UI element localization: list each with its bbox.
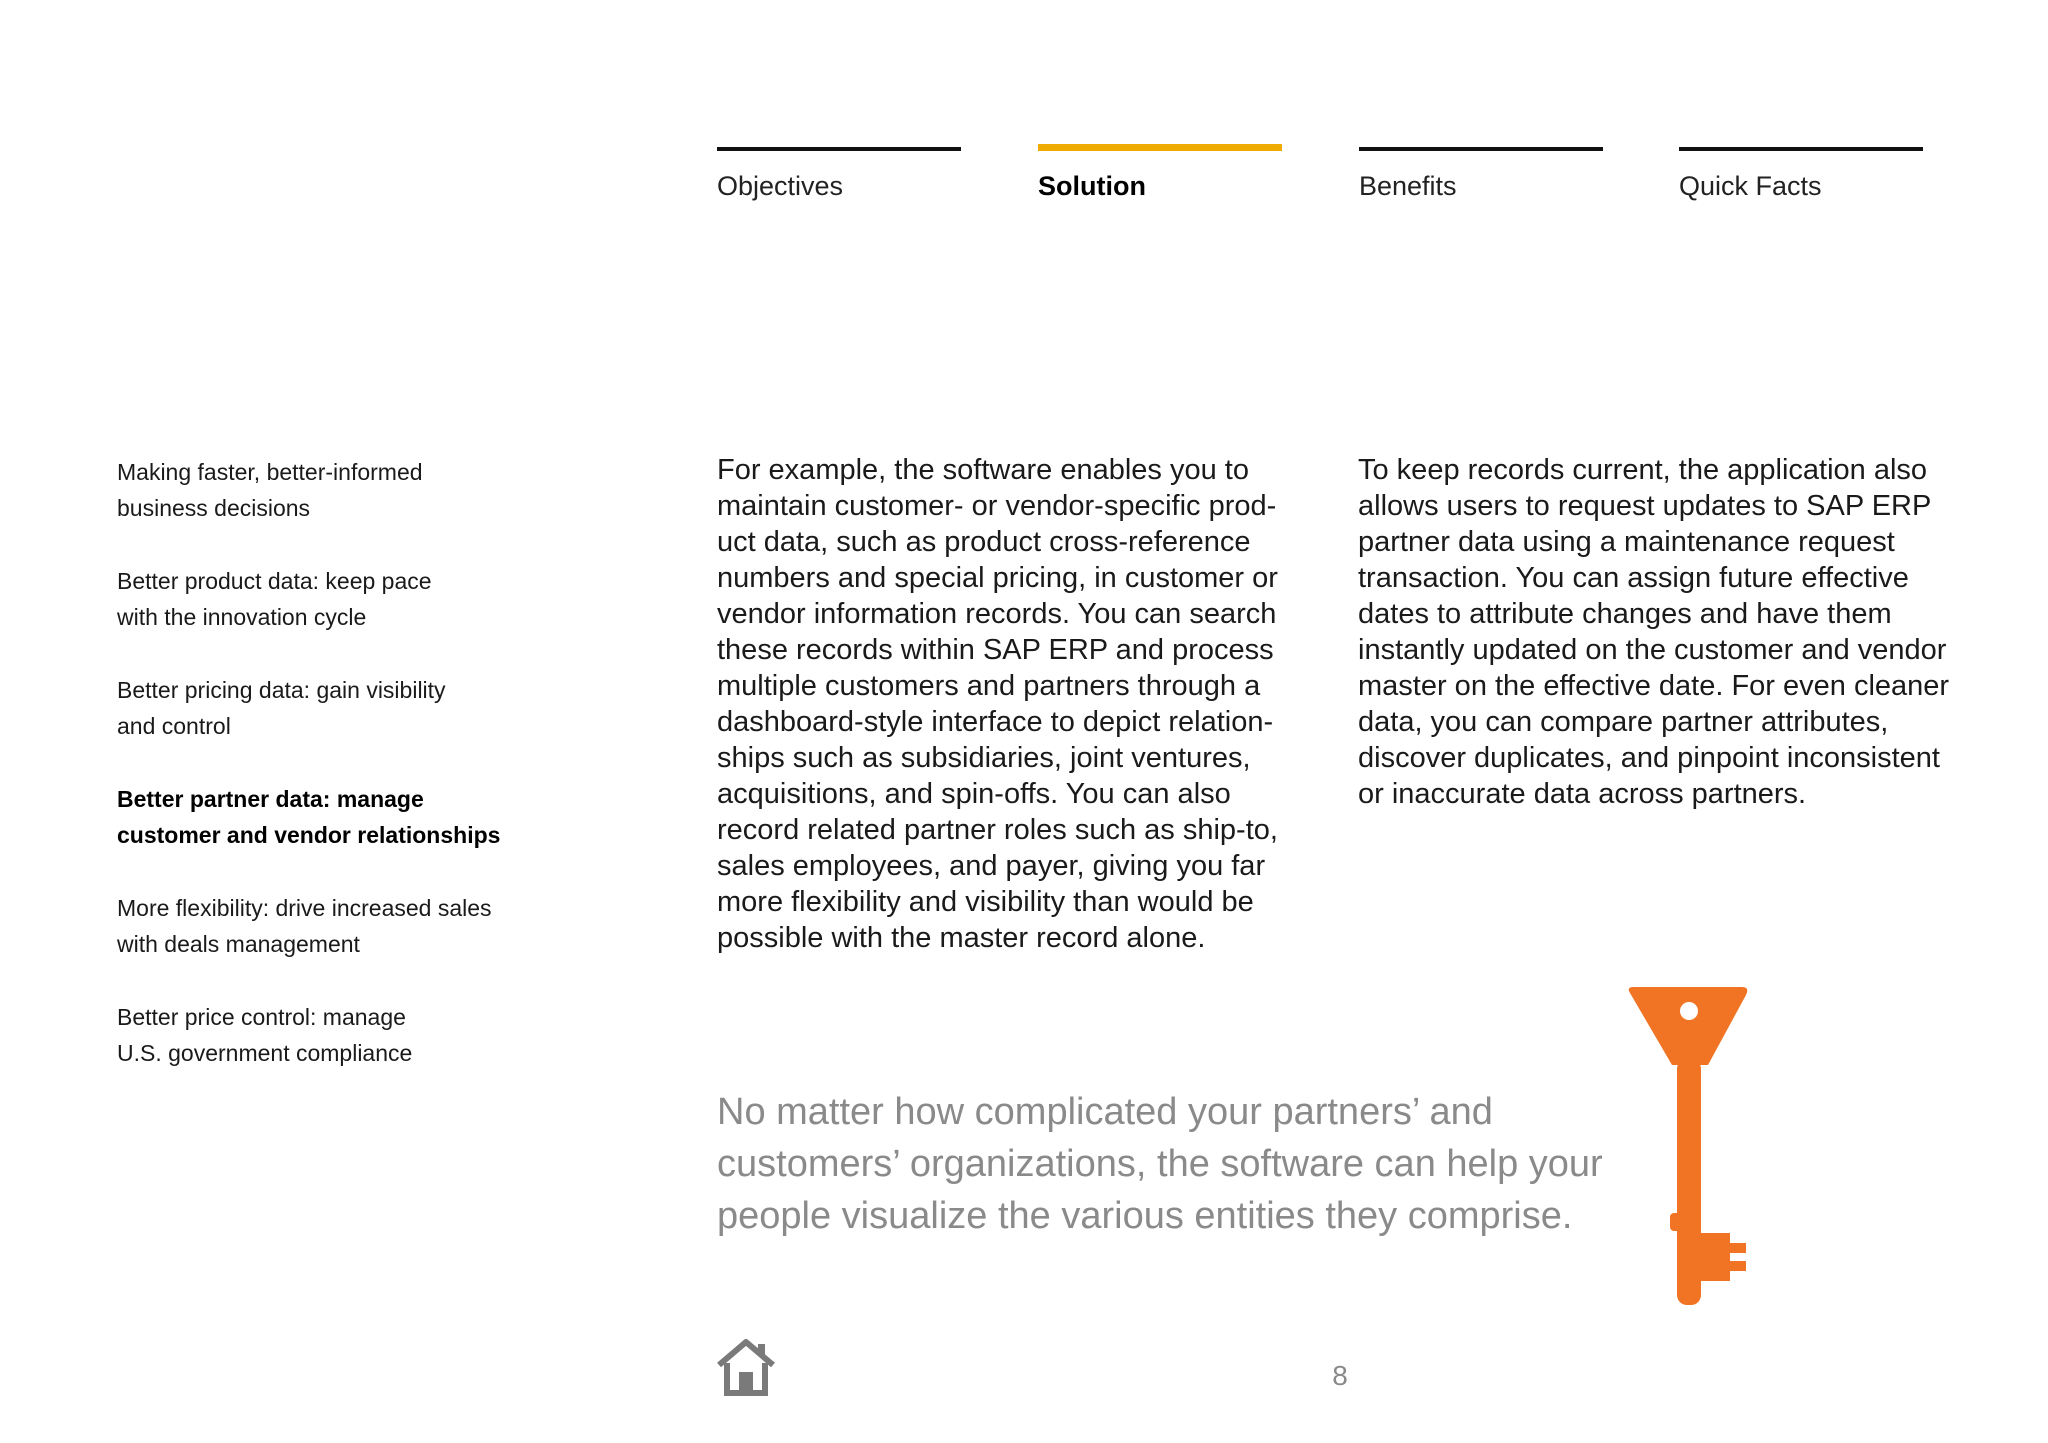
topic-item-line: with the innovation cycle [117,604,367,630]
tab-objectives[interactable] [717,147,961,203]
topic-item-partner-data[interactable] [117,781,577,853]
tab-label: Quick Facts [1679,171,1822,201]
body-line: more flexibility and visibility than would be [717,886,1254,918]
topic-item-flexibility[interactable] [117,890,577,962]
home-icon[interactable] [716,1338,776,1396]
body-line: To keep records current, the application also [1358,454,1928,486]
topic-item-line: and control [117,713,231,739]
topic-list [117,454,577,1108]
body-line: transaction. You can assign future effective [1358,562,1909,594]
tab-label: Objectives [717,171,844,201]
body-line: possible with the master record alone. [717,922,1206,954]
body-line: multiple customers and partners through a [717,670,1261,702]
topic-item-line: with deals management [117,931,360,957]
tab-quick-facts[interactable] [1679,147,1923,203]
body-line: For example, the software enables you to [717,454,1249,486]
body-line: record related partner roles such as ship-to, [717,814,1278,846]
pull-quote [717,1086,1637,1242]
body-line: instantly updated on the customer and vendor [1358,634,1947,666]
body-line: partner data using a maintenance request [1358,526,1895,558]
body-line: discover duplicates, and pinpoint inconsistent [1358,742,1940,774]
body-line: uct data, such as product cross-reference [717,526,1251,558]
topic-item-pricing-data[interactable] [117,672,577,744]
tab-bar [1679,147,1923,151]
tab-bar-active [1038,144,1282,151]
body-line: these records within SAP ERP and process [717,634,1274,666]
tab-benefits[interactable] [1359,147,1603,203]
tab-label: Benefits [1359,171,1457,201]
topic-item-line: Making faster, better-informed [117,459,423,485]
body-line: master on the effective date. For even cleaner [1358,670,1950,702]
body-line: or inaccurate data across partners. [1358,778,1807,810]
topic-item-line: Better price control: manage [117,1004,406,1030]
body-line: acquisitions, and spin-offs. You can also [717,778,1231,810]
body-line: allows users to request updates to SAP ERP [1358,490,1932,522]
body-line: vendor information records. You can search [717,598,1277,630]
body-text-right [1358,452,1988,812]
tab-solution[interactable] [1038,147,1282,203]
topic-item-decisions[interactable] [117,454,577,526]
topic-item-product-data[interactable] [117,563,577,635]
quote-line: people visualize the various entities they comprise. [717,1195,1573,1237]
body-line: ships such as subsidiaries, joint ventures, [717,742,1251,774]
body-line: numbers and special pricing, in customer or [717,562,1278,594]
topic-item-line: Better partner data: manage [117,786,424,812]
tab-label: Solution [1038,171,1146,201]
body-line: dates to attribute changes and have them [1358,598,1892,630]
topic-item-line: Better pricing data: gain visibility [117,677,446,703]
topic-item-line: customer and vendor relationships [117,822,501,848]
body-line: data, you can compare partner attributes, [1358,706,1889,738]
body-line: maintain customer- or vendor-specific prod- [717,490,1277,522]
body-line: dashboard-style interface to depict relation- [717,706,1274,738]
tab-bar [717,147,961,151]
topic-item-line: Better product data: keep pace [117,568,432,594]
quote-line: customers’ organizations, the software can help your [717,1143,1603,1185]
page-number: 8 [1332,1360,1348,1391]
topic-item-line: business decisions [117,495,311,521]
topic-item-line: U.S. government compliance [117,1040,413,1066]
topic-item-line: More flexibility: drive increased sales [117,895,492,921]
tab-bar [1359,147,1603,151]
body-text-left [717,452,1317,956]
body-line: sales employees, and payer, giving you far [717,850,1266,882]
quote-line: No matter how complicated your partners’ and [717,1091,1493,1133]
topic-item-price-control[interactable] [117,999,577,1071]
key-icon [1620,985,1760,1315]
